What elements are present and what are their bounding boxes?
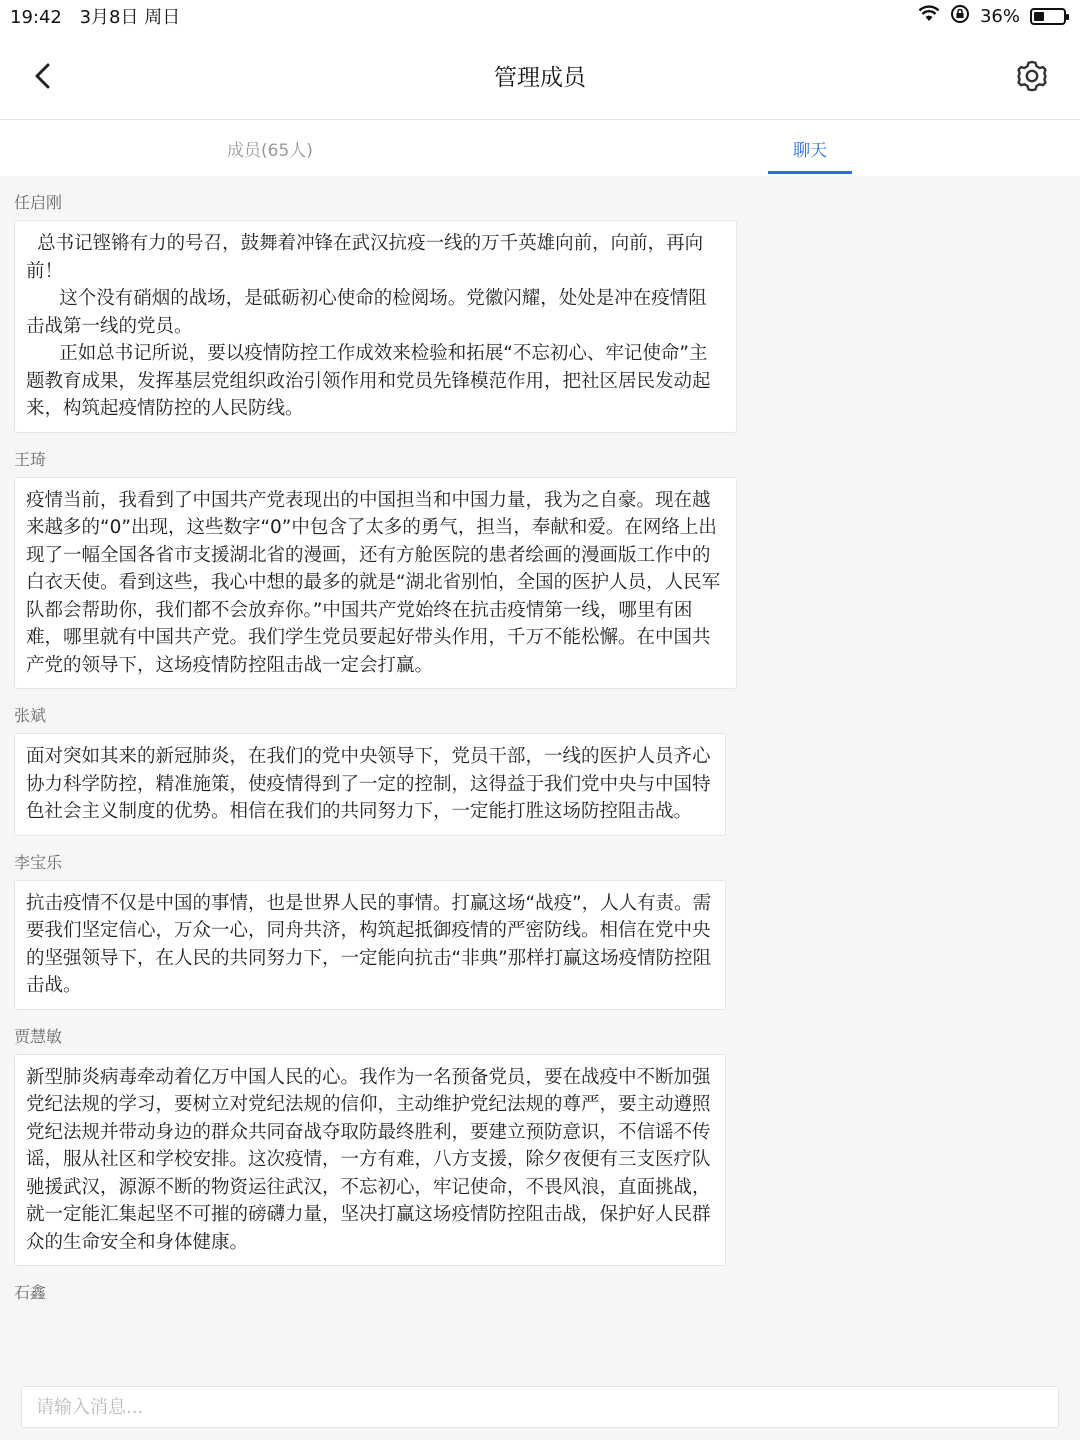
message-sender: 任启刚 bbox=[14, 193, 63, 212]
message-group bbox=[14, 850, 1066, 1010]
message-text: 抗击疫情不仅是中国的事情，也是世界人民的事情。打赢这场“战疫”，人人有责。需要我们坚定信心，万众一心，同舟共济，构筑起抵御疫情的严密防线。相信在党中央的坚强领导下，在人民的共同努力下，一定能向抗击“非典”那样打赢这场疫情防控阻击战。 bbox=[26, 892, 712, 996]
message-bubble bbox=[14, 733, 726, 836]
input-bar bbox=[0, 1376, 1080, 1440]
status-date: 3月8日 周日 bbox=[79, 7, 181, 28]
message-text: 面对突如其来的新冠肺炎，在我们的党中央领导下，党员干部，一线的医护人员齐心协力科学防控，精准施策，使疫情得到了一定的控制，这得益于我们党中央与中国特色社会主义制度的优势。相信在我们的共同努力下，一定能打胜这场防控阻击战。 bbox=[26, 746, 711, 822]
battery-icon bbox=[1030, 8, 1066, 25]
battery-fill bbox=[1034, 12, 1044, 21]
tab-bar bbox=[0, 120, 1080, 176]
message-text: 疫情当前，我看到了中国共产党表现出的中国担当和中国力量，我为之自豪。现在越来越多的“0”出现，这些数字“0”中包含了太多的勇气，担当，奉献和爱。在网络上出现了一幅全国各省市支援湖北省的漫画，还有方舱医院的患者绘画的漫画版工作中的白衣天使。看到这些，我心中想的最多的就是“湖北省别怕，全国的医护人员，人民军队都会帮助你，我们都不会放弃你。”中国共产党始终在抗击疫情第一线，哪里有困难，哪里就有中国共产党。我们学生党员要起好带头作用，千万不能松懈。在中国共产党的领导下，这场疫情防控阻击战一定会打赢。 bbox=[26, 489, 721, 676]
message-group bbox=[14, 1280, 1066, 1310]
chevron-left-icon bbox=[33, 62, 51, 90]
message-text: 新型肺炎病毒牵动着亿万中国人民的心。我作为一名预备党员，要在战疫中不断加强党纪法规的学习，要树立对党纪法规的信仰，主动维护党纪法规的尊严，要主动遵照党纪法规并带动身边的群众共同奋战夺取防最终胜利，要建立预防意识，不信谣不传谣，服从社区和学校安排。这次疫情，一方有难，八方支援，除夕夜便有三支医疗队驰援武汉，源源不断的物资运往武汉，不忘初心，牢记使命，不畏风浪，直面挑战，就一定能汇集起坚不可摧的磅礴力量，坚决打赢这场疫情防控阻击战，保护好人民群众的生命安全和身体健康。 bbox=[26, 1066, 711, 1253]
message-sender: 张斌 bbox=[14, 706, 47, 725]
message-text: 总书记铿锵有力的号召，鼓舞着冲锋在武汉抗疫一线的万千英雄向前，向前，再向前！ bbox=[26, 233, 704, 282]
message-sender: 王琦 bbox=[14, 449, 47, 469]
message-sender: 贾慧敏 bbox=[14, 1026, 63, 1046]
message-bubble bbox=[14, 477, 737, 690]
message-sender: 李宝乐 bbox=[14, 852, 63, 872]
message-list[interactable] bbox=[0, 176, 1080, 1376]
status-time: 19:42 bbox=[10, 7, 62, 28]
message-group bbox=[14, 447, 1066, 690]
message-text: 正如总书记所说，要以疫情防控工作成效来检验和拓展“不忘初心、牢记使命”主题教育成果，发挥基层党组织政治引领作用和党员先锋模范作用，把社区居民发动起来，构筑起疫情防控的人民防线。 bbox=[26, 343, 711, 419]
gear-icon bbox=[1015, 59, 1049, 93]
message-group bbox=[14, 1024, 1066, 1267]
nav-bar bbox=[0, 32, 1080, 120]
message-bubble bbox=[14, 1054, 726, 1267]
message-input[interactable] bbox=[21, 1386, 1059, 1428]
back-button[interactable] bbox=[22, 54, 62, 98]
message-group bbox=[14, 190, 1066, 433]
message-bubble bbox=[14, 220, 737, 433]
status-right bbox=[918, 4, 1066, 29]
message-text: 这个没有硝烟的战场，是砥砺初心使命的检阅场。党徽闪耀，处处是冲在疫情阻击战第一线的党员。 bbox=[26, 288, 707, 337]
message-group bbox=[14, 703, 1066, 836]
message-bubble bbox=[14, 880, 726, 1010]
wifi-icon bbox=[918, 5, 940, 27]
settings-button[interactable] bbox=[1008, 52, 1056, 100]
status-left bbox=[10, 3, 192, 29]
rotation-lock-icon bbox=[950, 4, 970, 29]
battery-percent: 36% bbox=[979, 5, 1020, 27]
message-sender: 石鑫 bbox=[14, 1283, 47, 1302]
tab-chat[interactable]: 聊天 bbox=[540, 120, 1080, 176]
status-bar bbox=[0, 0, 1080, 32]
tab-members[interactable]: 成员(65人) bbox=[227, 140, 313, 161]
page-title: 管理成员 bbox=[494, 65, 586, 91]
